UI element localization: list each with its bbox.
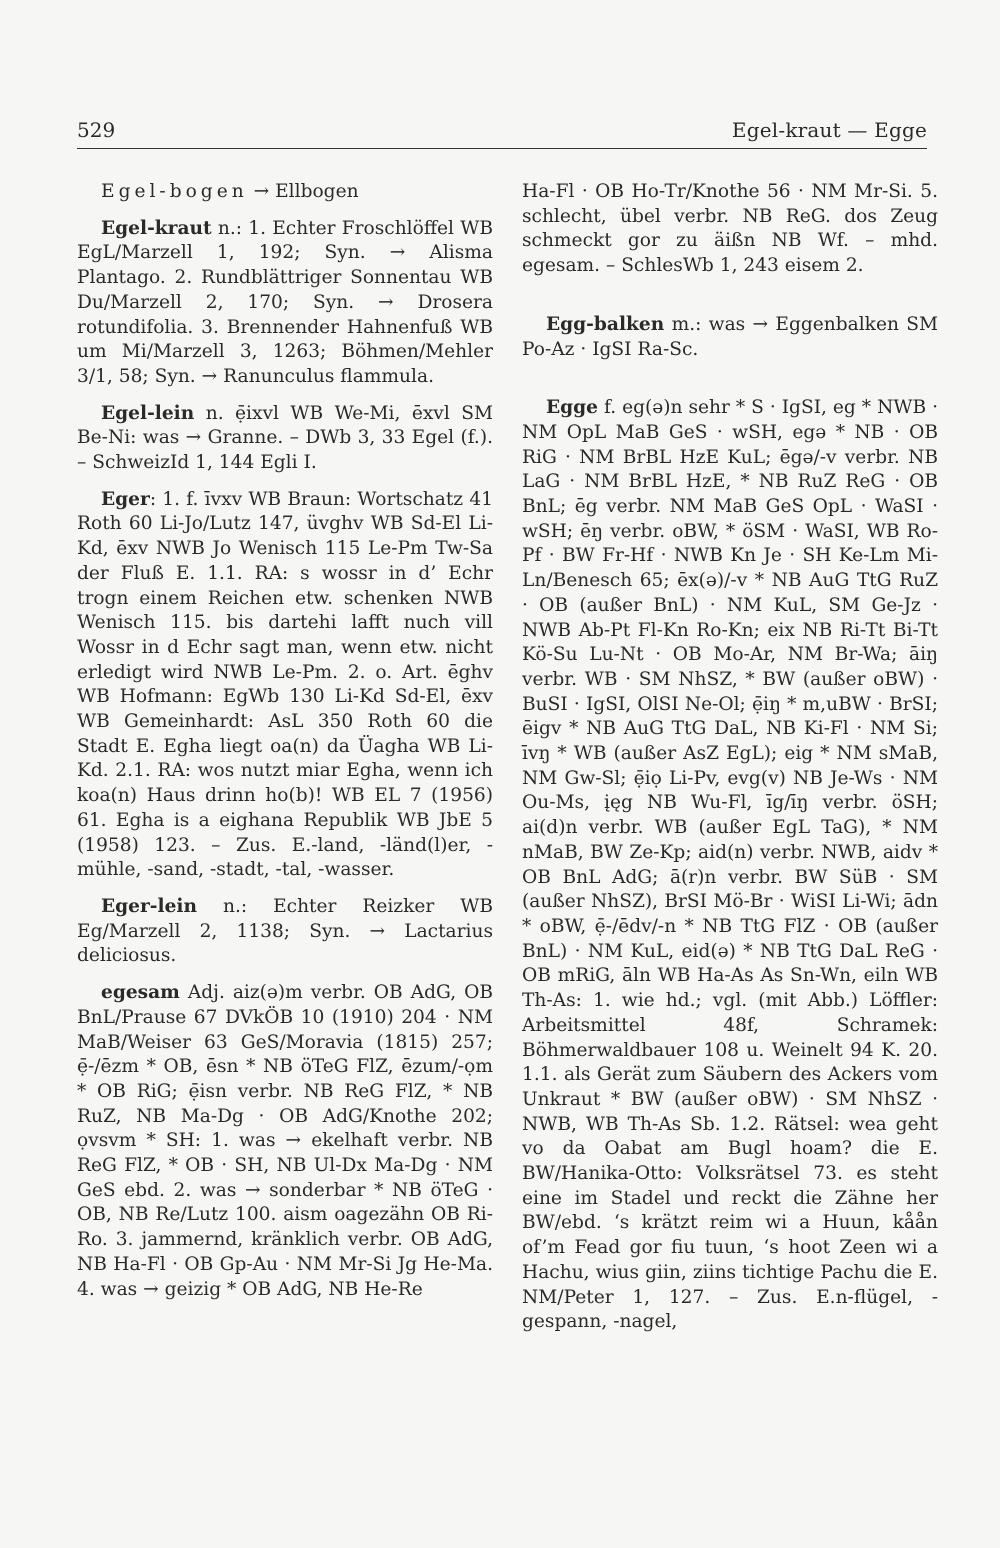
running-title: Egel-kraut — Egge bbox=[731, 118, 927, 142]
left-column bbox=[77, 180, 493, 1314]
dictionary-entry bbox=[522, 313, 938, 362]
entry-headword: Egge bbox=[546, 397, 599, 419]
entry-text: Adj. aiz(ə)m verbr. OB AdG, OB BnL/Prause 67 DVkÖB 10 (1910) 204 · NM MaB/Weiser 63 GeS/Moravia (1815) 257; ẹ̄-/ēzm * OB, ēsn * NB öTeG FlZ, ēzum/-ọm * OB RiG; ẹ̄isn verbr. NB ReG FlZ, * NB RuZ, NB Ma-Dg · OB AdG/Knothe 202; ọvsvm * SH: 1. was → ekelhaft verbr. NB ReG FlZ, * OB · SH, NB Ul-Dx Ma-Dg · NM GeS ebd. 2. was → sonderbar * NB öTeG · OB, NB Re/Lutz 100. aism oagezähn OB Ri-Ro. 3. jammernd, kränklich verbr. OB AdG, NB Ha-Fl · OB Gp-Au · NM Mr-Si Jg He-Ma. 4. was → geizig * OB AdG, NB He-Re bbox=[77, 982, 493, 1300]
dictionary-entry bbox=[77, 180, 493, 205]
entry-headword: Egel-kraut bbox=[101, 217, 212, 239]
entry-headword: Egg-balken bbox=[546, 313, 665, 335]
entry-text: : 1. f. īvxv WB Braun: Wortschatz 41 Roth 60 Li-Jo/Lutz 147, üvghv WB Sd-El Li-Kd, ēxv NWB Jo Wenisch 115 Le-Pm Tw-Sa der Fluß E. 1.1. RA: s wossr in d’ Echr trogn einem Reichen etw. schenken NWB Wenisch 115. bis dartehi lafft nuch vill Wossr in d Echr sagt man, wenn etw. nicht erledigt wird NWB Le-Pm. 2. o. Art. ēghv WB Hofmann: EgWb 130 Li-Kd Sd-El, ēxv WB Gemeinhardt: AsL 350 Roth 60 die Stadt E. Egha liegt oa(n) da Üagha WB Li-Kd. 2.1. RA: wos nutzt miar Egha, wenn ich koa(n) Haus drinn ho(b)! WB EL 7 (1956) 61. Egha is a eighana Republik WB JbE 5 (1958) 123. – Zus. E.-land, -länd(l)er, -mühle, -sand, -stadt, -tal, -wasser. bbox=[77, 488, 493, 881]
dictionary-entry bbox=[77, 981, 493, 1302]
page-number: 529 bbox=[77, 118, 116, 142]
entry-headword: Egel-lein bbox=[101, 402, 195, 424]
entry-text: n. ẹ̄ixvl WB We-Mi, ēxvl SM Be-Ni: was → Granne. – DWb 3, 33 Egel (f.). – SchweizId 1, 144 Egli I. bbox=[77, 402, 493, 474]
entry-text: → Ellbogen bbox=[253, 181, 359, 202]
entry-headword: egesam bbox=[101, 982, 180, 1004]
entry-headword: Eger bbox=[101, 488, 150, 510]
entry-text: n.: 1. Echter Froschlöffel WB EgL/Marzell 1, 192; Syn. → Alisma Plantago. 2. Rundblättriger Sonnentau WB Du/Marzell 2, 170; Syn. → Drosera rotundifolia. 3. Brennender Hahnenfuß WB um Mi/Marzell 3, 1263; Böhmen/Mehler 3/1, 58; Syn. → Ranunculus flammula. bbox=[77, 217, 493, 387]
dictionary-entry bbox=[77, 488, 493, 883]
entry-text: f. eg(ə)n sehr * S · IgSI, eg * NWB · NM OpL MaB GeS · wSH, egə * NB · OB RiG · NM BrBL HzE KuL; ēgə/-v verbr. NB LaG · NM BrBL HzE, * NB RuZ ReG · OB BnL; ēg verbr. NM MaB GeS OpL · WaSI · wSH; ēŋ verbr. oBW, * öSM · WaSI, WB Ro-Pf · BW Fr-Hf · NWB Kn Je · SH Ke-Lm Mi-Ln/Benesch 65; ēx(ə)/-v * NB AuG TtG RuZ · OB (außer BnL) · NM KuL, SM Ge-Jz · NWB Ab-Pt Fl-Kn Ro-Kn; eix NB Ri-Tt Bi-Tt Kö-Su Lu-Nt · OB Mo-Ar, NM Br-Wa; āiŋ verbr. WB · SM NhSZ, * BW (außer oBW) · BuSI · IgSI, OlSI Ne-Ol; ẹ̄iŋ * m,uBW · BrSI; ēigv * NB AuG TtG DaL, NB Ki-Fl · NM Si; īvŋ * WB (außer AsZ EgL); eig * NM sMaB, NM Gw-Sl; ẹ̄iọ Li-Pv, evg(v) NB Je-Ws · NM Ou-Ms, įęg NB Wu-Fl, īg/īŋ verbr. öSH; ai(d)n verbr. WB (außer EgL TaG), * NM nMaB, BW Ze-Kp; aid(n) verbr. NWB, aidv * OB BnL AdG; ā(r)n verbr. BW SüB · SM (außer NhSZ), BrSI Mö-Br · WiSI Li-Wi; ādn * oBW, ẹ̄-/ēdv/-n * NB TtG FlZ · OB (außer BnL) · NM KuL, eid(ə) * NB TtG DaL ReG · OB mRiG, āln WB Ha-As As Sn-Wn, eiln WB Th-As: 1. wie hd.; vgl. (mit Abb.) Löffler: Arbeitsmittel 48f, Schramek: Böhmerwaldbauer 108 u. Weinelt 94 K. 20. 1.1. als Gerät zum Säubern des Ackers vom Unkraut * BW (außer oBW) · SM NhSZ · NWB, WB Th-As Sb. 1.2. Rätsel: wea geht vo da Oabat am Bugl hoam? die E. BW/Hanika-Otto: Volksrätsel 73. es steht eine im Stadel und reckt die Zähne her BW/ebd. ‘s krätzt reim wi a Huun, kåån of’m Fead gor fiu tuun, ‘s hoot Zeen wi a Hachu, wius giin, ziins tichtige Pachu die E. NM/Peter 1, 127. – Zus. E.n-flügel, -gespann, -nagel, bbox=[522, 397, 938, 1333]
entry-text: n.: Echter Reizker WB Eg/Marzell 2, 1138; Syn. → Lactarius deliciosus. bbox=[77, 895, 493, 967]
dictionary-entry bbox=[522, 396, 938, 1335]
right-column bbox=[522, 180, 938, 1347]
page-header bbox=[77, 116, 927, 149]
entry-headword: Egel-bogen bbox=[101, 181, 248, 202]
entry-text: Ha-Fl · OB Ho-Tr/Knothe 56 · NM Mr-Si. 5. schlecht, übel verbr. NB ReG. dos Zeug schmeckt gor zu äißn NB Wf. – mhd. egesam. – SchlesWb 1, 243 eisem 2. bbox=[522, 181, 938, 277]
entry-text: m.: was → Eggenbalken SM Po-Az · IgSI Ra-Sc. bbox=[522, 313, 938, 360]
dictionary-entry bbox=[77, 402, 493, 476]
dictionary-entry bbox=[77, 217, 493, 390]
entry-headword: Eger-lein bbox=[101, 895, 197, 917]
dictionary-entry-continued bbox=[522, 180, 938, 279]
dictionary-entry bbox=[77, 895, 493, 969]
